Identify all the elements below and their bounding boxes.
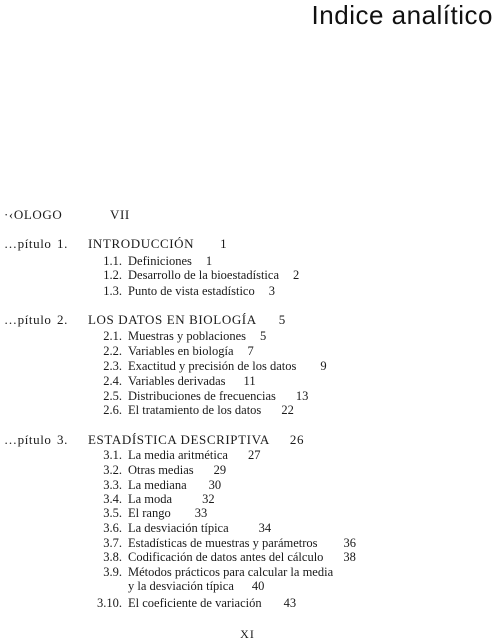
- prologo-entry[interactable]: [4, 207, 130, 222]
- section-number: 2.3.: [103, 359, 122, 373]
- section-number: 1.3.: [103, 284, 122, 298]
- section-page: 40: [251, 579, 265, 593]
- section-title: Desarrollo de la bioestadística 2: [128, 268, 300, 282]
- section-title: Muestras y poblaciones 5: [128, 329, 267, 343]
- section-page: 2: [293, 268, 300, 282]
- section-number: 2.5.: [103, 389, 122, 403]
- section-page: 36: [343, 536, 357, 550]
- chapter-number: 3.: [57, 432, 68, 447]
- section-title: Variables en biología 7: [128, 344, 254, 358]
- section-page: 1: [205, 254, 213, 268]
- section-number: 3.10.: [97, 596, 122, 610]
- chapter-word: …pítulo: [4, 432, 52, 447]
- section-title: Codificación de datos antes del cálculo 38: [128, 550, 356, 564]
- section-title: Definiciones 1: [128, 254, 213, 268]
- chapter-word: …pítulo: [4, 236, 52, 251]
- chapter-number: 2.: [57, 312, 68, 327]
- chapter-page: 26: [289, 432, 305, 447]
- chapter-title: LOS DATOS EN BIOLOGÍA 5: [88, 312, 286, 327]
- chapter-title: ESTADÍSTICA DESCRIPTIVA 26: [88, 432, 305, 447]
- chapter-page: 1: [220, 236, 228, 251]
- section-number: 3.5.: [103, 506, 122, 520]
- section-title: La moda 32: [128, 492, 215, 506]
- section-number: 2.6.: [103, 403, 122, 417]
- section-number: 3.1.: [103, 448, 122, 462]
- section-title: Métodos prácticos para calcular la media: [128, 565, 334, 579]
- section-number: 3.7.: [103, 536, 122, 550]
- section-number: 2.2.: [103, 344, 122, 358]
- section-number: 1.1.: [103, 254, 122, 268]
- section-title: La mediana 30: [128, 478, 222, 492]
- section-title: El rango 33: [128, 506, 208, 520]
- section-title: Punto de vista estadístico 3: [128, 284, 275, 298]
- section-page: 30: [208, 478, 222, 492]
- section-title: El tratamiento de los datos 22: [128, 403, 294, 417]
- section-title: Distribuciones de frecuencias 13: [128, 389, 309, 403]
- section-number: 2.4.: [103, 374, 122, 388]
- section-number: 3.9.: [103, 565, 122, 579]
- section-number: 3.4.: [103, 492, 122, 506]
- section-title: Exactitud y precisión de los datos 9: [128, 359, 327, 373]
- section-number: 3.8.: [103, 550, 122, 564]
- chapter-title: INTRODUCCIÓN 1: [88, 236, 228, 251]
- section-number: 3.2.: [103, 463, 122, 477]
- section-page: 11: [243, 374, 256, 388]
- section-page: 38: [343, 550, 356, 564]
- section-title: y la desviación típica 40: [128, 579, 265, 593]
- section-title: Otras medias 29: [128, 463, 227, 477]
- section-page: 33: [194, 506, 208, 520]
- section-page: 13: [295, 389, 309, 403]
- section-page: 9: [320, 359, 327, 373]
- prologo-page: VII: [110, 207, 130, 222]
- section-page: 7: [247, 344, 254, 358]
- chapter-page: 5: [278, 312, 286, 327]
- page-title: Indice analítico: [311, 0, 493, 30]
- section-title: Estadísticas de muestras y parámetros 36: [128, 536, 357, 550]
- section-page: 5: [260, 329, 267, 343]
- chapter-word: …pítulo: [4, 312, 52, 327]
- section-page: 22: [281, 403, 294, 417]
- section-page: 29: [213, 463, 227, 477]
- section-page: 34: [258, 521, 272, 535]
- section-number: 3.3.: [103, 478, 122, 492]
- page-number: XI: [240, 627, 255, 641]
- section-number: 2.1.: [103, 329, 122, 343]
- section-number: 1.2.: [103, 268, 122, 282]
- section-title: El coeficiente de variación 43: [128, 596, 297, 610]
- section-page: 32: [202, 492, 215, 506]
- chapter-number: 1.: [57, 236, 68, 251]
- section-title: La media aritmética 27: [128, 448, 261, 462]
- section-title: La desviación típica 34: [128, 521, 272, 535]
- section-page: 27: [247, 448, 261, 462]
- section-page: 43: [283, 596, 297, 610]
- section-number: 3.6.: [103, 521, 122, 535]
- section-page: 3: [268, 284, 275, 298]
- prologo-label: ·‹OLOGO: [4, 207, 63, 222]
- section-title: Variables derivadas 11: [128, 374, 256, 388]
